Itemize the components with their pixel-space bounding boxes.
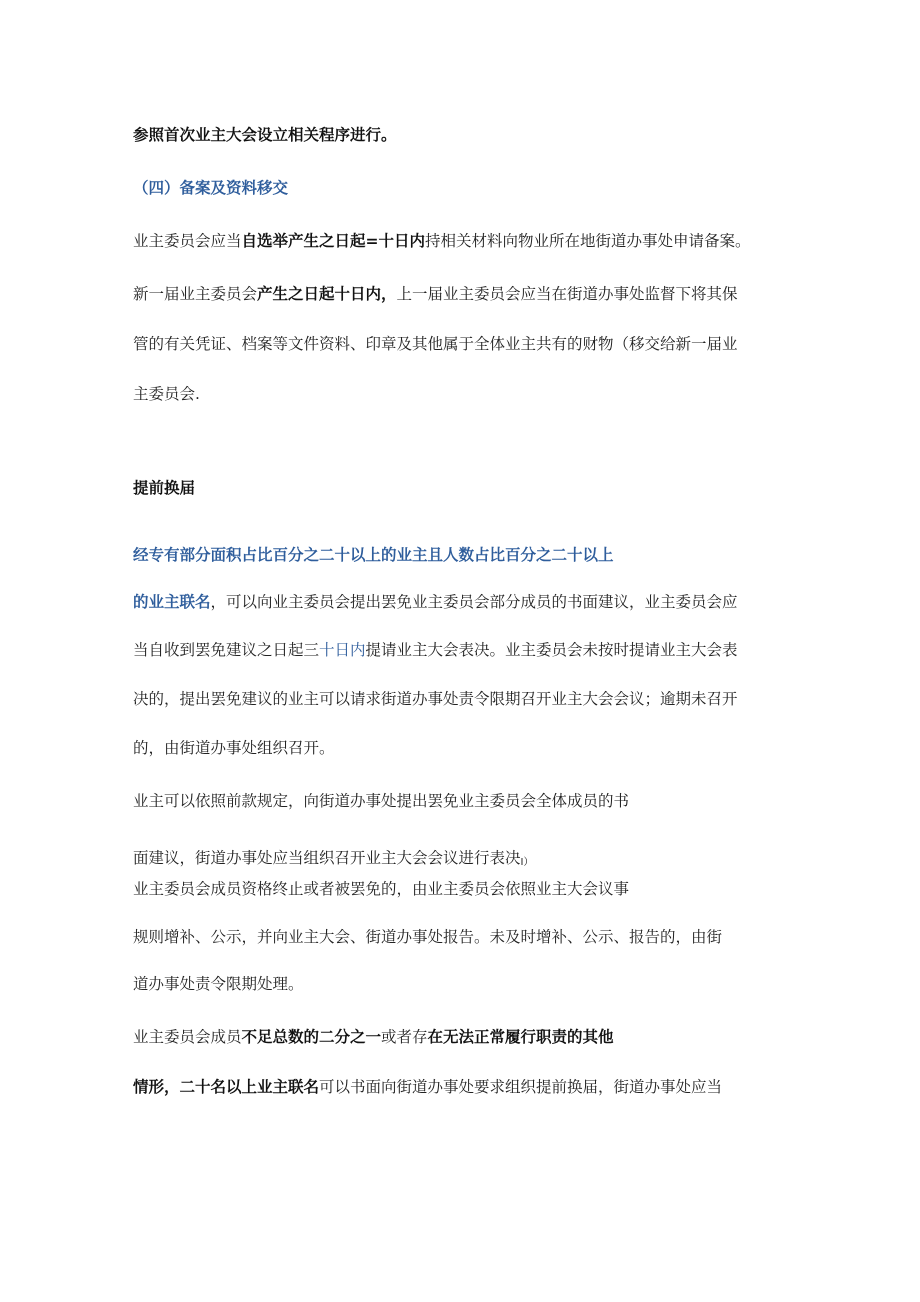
paragraph-line bbox=[133, 591, 738, 613]
paragraph-line: 参照首次业主大会设立相关程序进行。 bbox=[133, 126, 397, 144]
paragraph-line: 的，由街道办事处组织召开。 bbox=[133, 739, 335, 757]
text-run: ，可以向业主委员会提出罢免业主委员会部分成员的书面建议，业主委员会应 bbox=[210, 593, 738, 611]
text-run: 上一届业主委员会应当在街道办事处监督下将其保 bbox=[396, 285, 738, 303]
paragraph-line: 业主委员会成员资格终止或者被罢免的，由业主委员会依照业主大会议事 bbox=[133, 880, 630, 898]
paragraph-line: 规则增补、公示，并向业主大会、街道办事处报告。未及时增补、公示、报告的，由街 bbox=[133, 928, 723, 946]
text-run: 新一届业主委员会 bbox=[133, 285, 258, 303]
blue-text-run: 十日内 bbox=[319, 641, 366, 659]
text-run: 持相关材料向物业所在地街道办事处申请备案。 bbox=[425, 232, 751, 250]
paragraph-line bbox=[133, 847, 533, 874]
paragraph-line bbox=[133, 283, 738, 305]
text-run: 面建议，街道办事处应当组织召开业主大会会议进行表决 bbox=[133, 849, 521, 867]
paragraph-line: 决的，提出罢免建议的业主可以请求街道办事处责令限期召开业主大会会议；逾期未召开 bbox=[133, 690, 738, 708]
section-heading: （四）备案及资料移交 bbox=[133, 179, 289, 197]
bold-text-run: 不足总数的二分之一 bbox=[241, 1028, 382, 1046]
text-run: 或者存 bbox=[381, 1028, 428, 1046]
paragraph-line: 主委员会. bbox=[133, 385, 200, 403]
bold-text-run: 产生之日起十日内， bbox=[257, 285, 397, 303]
footnote-mark: I） bbox=[520, 857, 534, 868]
section-heading: 提前换届 bbox=[133, 479, 196, 497]
bold-text-run: 情形，二十名以上业主联名 bbox=[133, 1078, 320, 1096]
text-run: 提请业主大会表决。业主委员会未按时提请业主大会表 bbox=[365, 641, 738, 659]
paragraph-line bbox=[133, 1076, 722, 1098]
paragraph-line: 业主可以依照前款规定，向街道办事处提出罢免业主委员会全体成员的书 bbox=[133, 792, 630, 810]
paragraph-line bbox=[133, 230, 751, 252]
bold-text-run: 自选举产生之日起=十日内 bbox=[241, 232, 426, 250]
paragraph-line: 管的有关凭证、档案等文件资料、印章及其他属于全体业主共有的财物（移交给新一届业 bbox=[133, 335, 738, 353]
text-run: 可以书面向街道办事处要求组织提前换届，街道办事处应当 bbox=[319, 1078, 723, 1096]
blue-bold-text-run: 的业主联名 bbox=[133, 593, 211, 611]
text-run: 业主委员会应当 bbox=[133, 232, 242, 250]
paragraph-line: 道办事处责令限期处理。 bbox=[133, 975, 304, 993]
paragraph-line bbox=[133, 639, 738, 661]
text-run: 业主委员会成员 bbox=[133, 1028, 242, 1046]
bold-text-run: 在无法正常履行职责的其他 bbox=[427, 1028, 614, 1046]
paragraph-line bbox=[133, 1026, 614, 1048]
text-run: 当自收到罢免建议之日起三 bbox=[133, 641, 320, 659]
paragraph-line: 经专有部分面积占比百分之二十以上的业主且人数占比百分之二十以上 bbox=[133, 546, 614, 564]
